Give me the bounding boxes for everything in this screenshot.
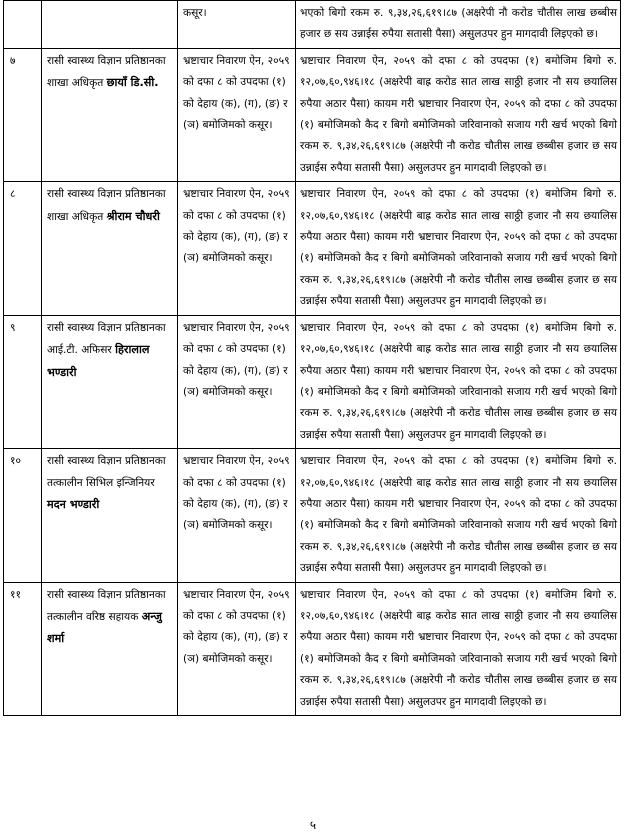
offense-law-cell: भ्रष्टाचार निवारण ऐन, २०५९ को दफा ८ को उपदफा (१) को देहाय (क), (ग), (ङ) र (ञ) बमोजिमको कसूर। bbox=[178, 582, 296, 715]
accused-name: अन्जु शर्मा bbox=[47, 609, 162, 646]
accused-name: छायाँ डि.सी. bbox=[106, 76, 159, 90]
claim-detail-cell: भ्रष्टाचार निवारण ऐन, २०५९ को दफा ८ को उपदफा (१) बमोजिम बिगो रु. १२,०७,६०,९४६।१८ (अक्षरेपी बाह्र करोड सात लाख साठ्ठी हजार नौ सय छयालिस रुपैया अठार पैसा) कायम गरी भ्रष्टाचार निवारण ऐन, २०५९ को दफा ८ को उपदफा (१) बमोजिमको कैद र बिगो बमोजिमको जरिवानाको सजाय गरी खर्च भएको बिगो रकम रु. ९,३४,२६,६१९।८७ (अक्षरेपी नौ करोड चौतीस लाख छब्बीस हजार छ सय उन्नाईस रुपैया सतासी पैसा) असुलउपर हुन मागदावी लिइएको छ। bbox=[296, 582, 621, 715]
claim-detail-cell: भ्रष्टाचार निवारण ऐन, २०५९ को दफा ८ को उपदफा (१) बमोजिम बिगो रु. १२,०७,६०,९४६।१८ (अक्षरेपी बाह्र करोड सात लाख साठ्ठी हजार नौ सय छयालिस रुपैया अठार पैसा) कायम गरी भ्रष्टाचार निवारण ऐन, २०५९ को दफा ८ को उपदफा (१) बमोजिमको कैद र बिगो बमोजिमको जरिवानाको सजाय गरी खर्च भएको बिगो रकम रु. ९,३४,२६,६१९।८७ (अक्षरेपी नौ करोड चौतीस लाख छब्बीस हजार छ सय उन्नाईस रुपैया सतासी पैसा) असुलउपर हुन मागदावी लिइएको छ। bbox=[296, 449, 621, 582]
offense-law-cell: कसूर। bbox=[178, 1, 296, 49]
table-row bbox=[4, 48, 621, 181]
accused-name: श्रीराम चौधरी bbox=[106, 209, 160, 223]
accused-designation: रासी स्वास्थ्य विज्ञान प्रतिष्ठानका तत्कालीन वरिष्ठ सहायक bbox=[47, 588, 166, 623]
accused-name: मदन भण्डारी bbox=[47, 497, 100, 511]
table-row bbox=[4, 182, 621, 315]
table-row bbox=[4, 315, 621, 448]
accused-cell bbox=[42, 48, 178, 181]
accused-cell bbox=[42, 449, 178, 582]
accused-cell bbox=[42, 582, 178, 715]
serial-number-cell: ७ bbox=[4, 48, 42, 181]
accused-cell bbox=[42, 182, 178, 315]
serial-number-cell: १० bbox=[4, 449, 42, 582]
offense-law-cell: भ्रष्टाचार निवारण ऐन, २०५९ को दफा ८ को उपदफा (१) को देहाय (क), (ग), (ङ) र (ञ) बमोजिमको कसूर। bbox=[178, 48, 296, 181]
table-row-continued bbox=[4, 1, 621, 49]
serial-number-cell: ११ bbox=[4, 582, 42, 715]
accused-name: हिरालाल भण्डारी bbox=[47, 343, 150, 379]
accused-cell bbox=[42, 1, 178, 49]
claim-detail-cell: भ्रष्टाचार निवारण ऐन, २०५९ को दफा ८ को उपदफा (१) बमोजिम बिगो रु. १२,०७,६०,९४६।१८ (अक्षरेपी बाह्र करोड सात लाख साठ्ठी हजार नौ सय छयालिस रुपैया अठार पैसा) कायम गरी भ्रष्टाचार निवारण ऐन, २०५९ को दफा ८ को उपदफा (१) बमोजिमको कैद र बिगो बमोजिमको जरिवानाको सजाय गरी खर्च भएको बिगो रकम रु. ९,३४,२६,६१९।८७ (अक्षरेपी नौ करोड चौतीस लाख छब्बीस हजार छ सय उन्नाईस रुपैया सतासी पैसा) असुलउपर हुन मागदावी लिइएको छ। bbox=[296, 182, 621, 315]
serial-number-cell bbox=[4, 1, 42, 49]
accused-designation: रासी स्वास्थ्य विज्ञान प्रतिष्ठानका तत्कालीन सिभिल इन्जिनियर bbox=[47, 455, 166, 489]
table-row bbox=[4, 582, 621, 715]
serial-number-cell: ८ bbox=[4, 182, 42, 315]
accused-designation: रासी स्वास्थ्य विज्ञान प्रतिष्ठानका शाखा अधिकृत bbox=[47, 54, 166, 90]
offense-law-cell: भ्रष्टाचार निवारण ऐन, २०५९ को दफा ८ को उपदफा (१) को देहाय (क), (ग), (ङ) र (ञ) बमोजिमको कसूर। bbox=[178, 449, 296, 582]
charges-table bbox=[3, 0, 621, 716]
accused-cell bbox=[42, 315, 178, 448]
claim-detail-cell: भएको बिगो रकम रु. ९,३४,२६,६१९।८७ (अक्षरेपी नौ करोड चौतीस लाख छब्बीस हजार छ सय उन्नाईस रुपैया सतासी पैसा) असुलउपर हुन मागदावी लिइएको छ। bbox=[296, 1, 621, 49]
accused-designation: रासी स्वास्थ्य विज्ञान प्रतिष्ठानका आई.टी. अफिसर bbox=[47, 321, 166, 357]
claim-detail-cell: भ्रष्टाचार निवारण ऐन, २०५९ को दफा ८ को उपदफा (१) बमोजिम बिगो रु. १२,०७,६०,९४६।१८ (अक्षरेपी बाह्र करोड सात लाख साठ्ठी हजार नौ सय छयालिस रुपैया अठार पैसा) कायम गरी भ्रष्टाचार निवारण ऐन, २०५९ को दफा ८ को उपदफा (१) बमोजिमको कैद र बिगो बमोजिमको जरिवानाको सजाय गरी खर्च भएको बिगो रकम रु. ९,३४,२६,६१९।८७ (अक्षरेपी नौ करोड चौतीस लाख छब्बीस हजार छ सय उन्नाईस रुपैया सतासी पैसा) असुलउपर हुन मागदावी लिइएको छ। bbox=[296, 48, 621, 181]
accused-designation: रासी स्वास्थ्य विज्ञान प्रतिष्ठानका शाखा अधिकृत bbox=[47, 188, 166, 223]
offense-law-cell: भ्रष्टाचार निवारण ऐन, २०५९ को दफा ८ को उपदफा (१) को देहाय (क), (ग), (ङ) र (ञ) बमोजिमको कसूर। bbox=[178, 315, 296, 448]
offense-law-cell: भ्रष्टाचार निवारण ऐन, २०५९ को दफा ८ को उपदफा (१) को देहाय (क), (ग), (ङ) र (ञ) बमोजिमको कसूर। bbox=[178, 182, 296, 315]
page-number: ५ bbox=[309, 818, 317, 832]
table-row bbox=[4, 449, 621, 582]
serial-number-cell: ९ bbox=[4, 315, 42, 448]
claim-detail-cell: भ्रष्टाचार निवारण ऐन, २०५९ को दफा ८ को उपदफा (१) बमोजिम बिगो रु. १२,०७,६०,९४६।१८ (अक्षरेपी बाह्र करोड सात लाख साठ्ठी हजार नौ सय छयालिस रुपैया अठार पैसा) कायम गरी भ्रष्टाचार निवारण ऐन, २०५९ को दफा ८ को उपदफा (१) बमोजिमको कैद र बिगो बमोजिमको जरिवानाको सजाय गरी खर्च भएको बिगो रकम रु. ९,३४,२६,६१९।८७ (अक्षरेपी नौ करोड चौतीस लाख छब्बीस हजार छ सय उन्नाईस रुपैया सतासी पैसा) असुलउपर हुन मागदावी लिइएको छ। bbox=[296, 315, 621, 448]
